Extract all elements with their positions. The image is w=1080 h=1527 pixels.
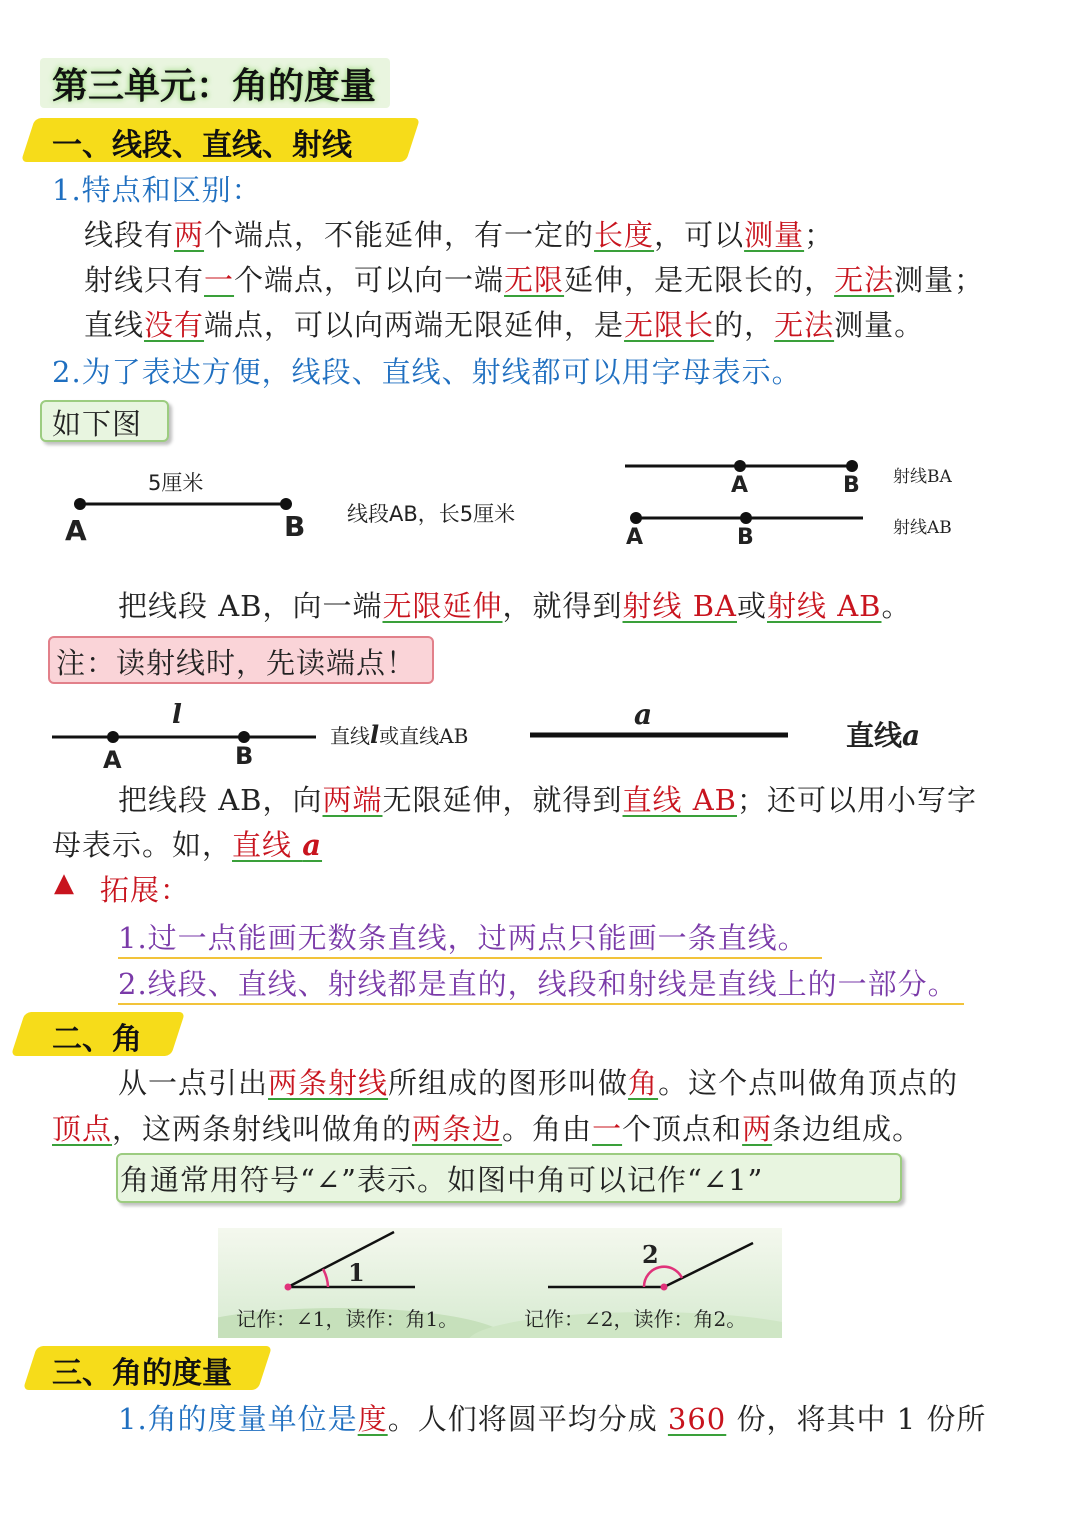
angle-definition-row2: 顶点，这两条射线叫做角的两条边。角由一个顶点和两条边组成。 — [52, 1112, 923, 1146]
section2-heading: 二、角 — [52, 1022, 142, 1057]
segment-point-a: A — [65, 514, 87, 547]
section3-heading: 三、角的度量 — [52, 1356, 232, 1391]
length-label: 5厘米 — [148, 471, 204, 495]
angle2-vertex — [661, 1284, 668, 1291]
angle2-label: 2 — [642, 1240, 659, 1269]
segment-caption: 线段AB，长5厘米 — [347, 502, 516, 526]
extend-label: 拓展： — [100, 873, 191, 907]
extend-item2: 2.线段、直线、射线都是直的，线段和射线是直线上的一部分。 — [118, 962, 964, 1005]
line-l-point-b-label: B — [235, 742, 254, 770]
line-l-letter: l — [172, 700, 182, 730]
line-description: 直线没有端点，可以向两端无限延伸，是无限长的，无法测量。 — [84, 308, 925, 342]
page-title: 第三单元：角的度量 — [52, 65, 377, 107]
segment-description: 线段有两个端点，不能延伸，有一定的长度，可以测量； — [84, 218, 835, 252]
line-paragraph-row2: 母表示。如，直线 a — [52, 828, 323, 862]
ray-ab-point-a — [630, 512, 642, 524]
point-a-dot — [74, 498, 86, 510]
segment-point-b: B — [284, 510, 306, 543]
as-shown-label: 如下图 — [52, 407, 143, 441]
ray-description: 射线只有一个端点，可以向一端无限延伸，是无限长的，无法测量； — [84, 263, 985, 297]
ray-ab-caption: 射线AB — [893, 518, 952, 538]
ray-ab-point-b — [740, 512, 752, 524]
angle-definition-row1: 从一点引出两条射线所组成的图形叫做角。这个点叫做角顶点的 — [118, 1066, 959, 1100]
line-paragraph-row1: 把线段 AB，向两端无限延伸，就得到直线 AB；还可以用小写字 — [118, 783, 978, 817]
point-b-dot — [280, 498, 292, 510]
ray-paragraph: 把线段 AB，向一端无限延伸，就得到射线 BA或射线 AB。 — [118, 589, 912, 623]
extend-marker: ▲ — [54, 868, 75, 898]
note-text: 注：读射线时，先读端点！ — [56, 646, 417, 680]
degree-definition-row1: 1.角的度量单位是度。人们将圆平均分成 360 份，将其中 1 份所 — [118, 1402, 987, 1436]
ray-ba-b-label: B — [843, 473, 860, 498]
angle1-label: 1 — [348, 1258, 365, 1287]
ray-ba-point-a — [734, 460, 746, 472]
line-a-letter: a — [634, 698, 653, 731]
line-l-point-a — [107, 731, 119, 743]
ray-ba-a-label: A — [731, 473, 749, 498]
ray-ab-b-label: B — [737, 525, 754, 550]
ray-ab-a-label: A — [626, 525, 644, 550]
ray-ba-caption: 射线BA — [893, 467, 952, 487]
line-l-caption: 直线l或直线AB — [330, 720, 469, 749]
section1-sub2: 2.为了表达方便，线段、直线、射线都可以用字母表示。 — [52, 355, 802, 389]
angle1-vertex — [285, 1284, 292, 1291]
section1-sub1: 1.特点和区别： — [52, 173, 262, 207]
angle-symbol-text: 角通常用符号“∠”表示。如图中角可以记作“∠1” — [120, 1163, 764, 1197]
section1-heading: 一、线段、直线、射线 — [52, 128, 352, 163]
line-l-point-a-label: A — [103, 746, 122, 774]
extend-item1: 1.过一点能画无数条直线，过两点只能画一条直线。 — [118, 916, 822, 959]
ray-ba-point-b — [846, 460, 858, 472]
line-a-caption: 直线a — [846, 719, 921, 752]
angle1-caption: 记作：∠1，读作：角1。 — [236, 1307, 459, 1331]
angle2-caption: 记作：∠2，读作：角2。 — [524, 1307, 747, 1331]
